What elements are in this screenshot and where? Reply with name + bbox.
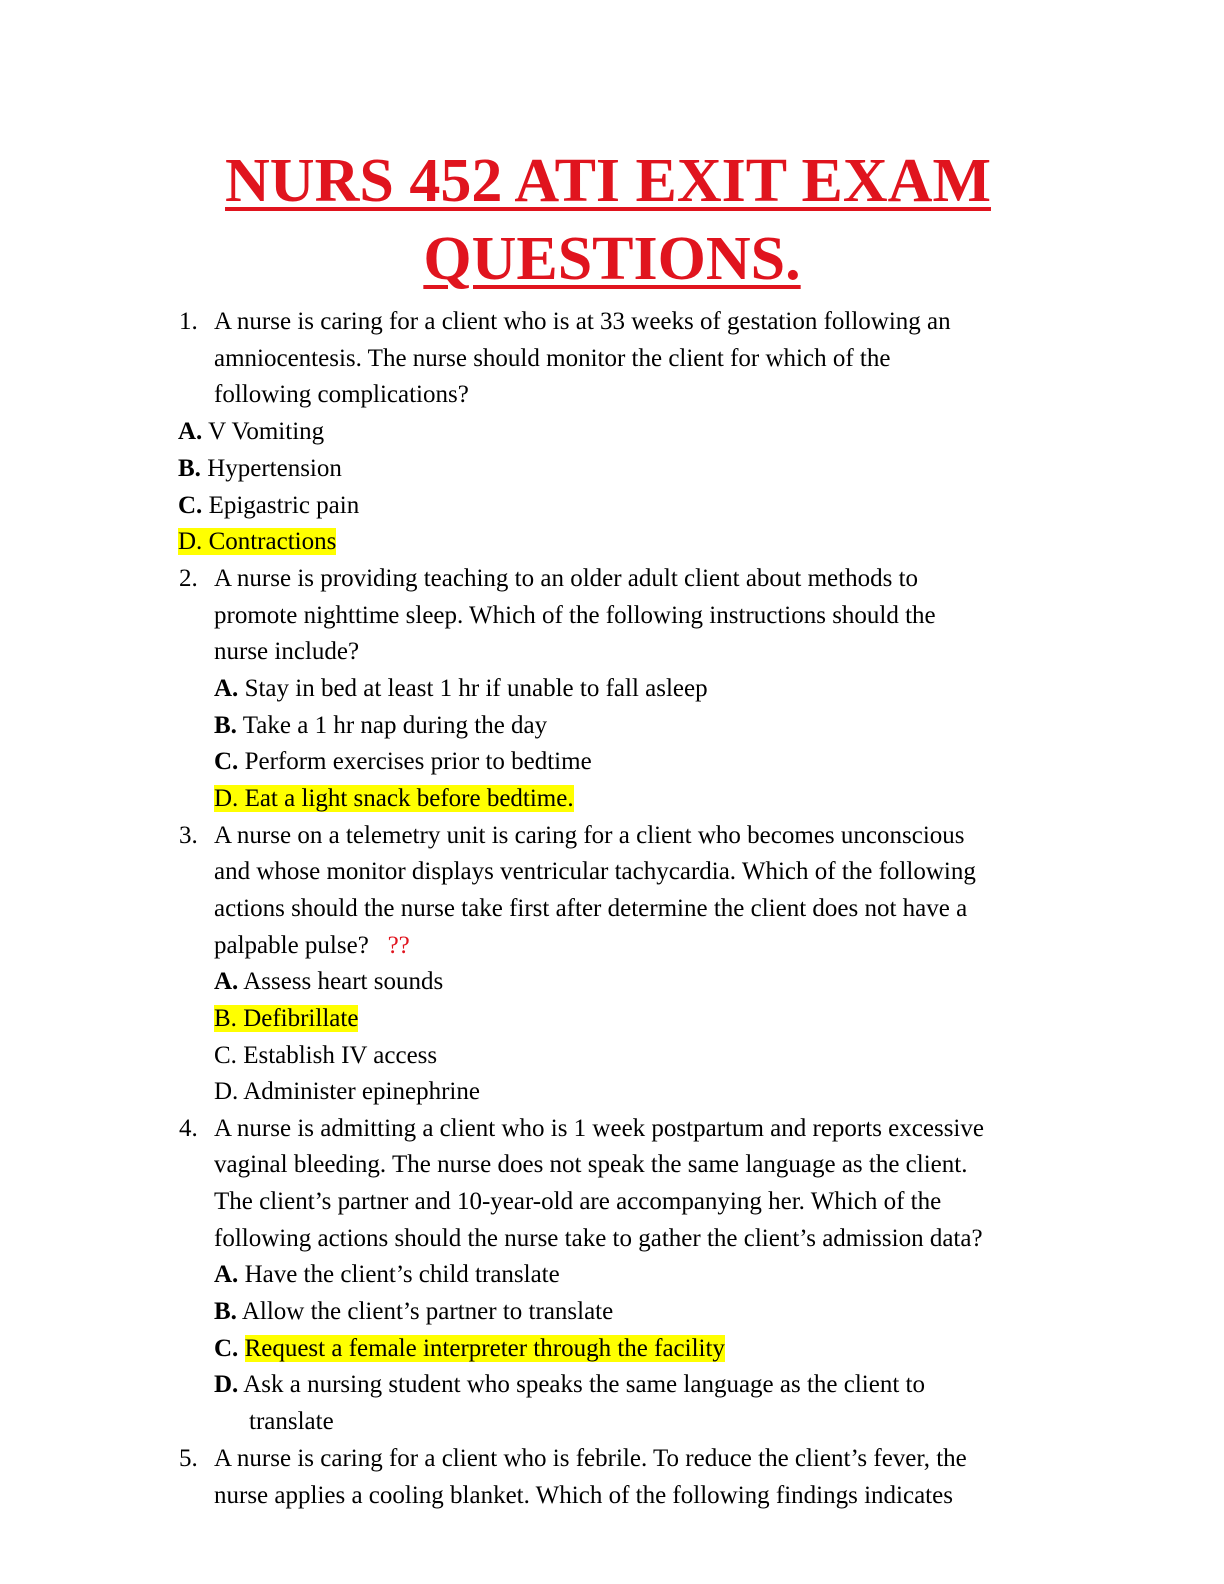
q3-number: 3. — [179, 822, 198, 849]
q5-text-line: nurse applies a cooling blanket. Which of the following findings indicates — [214, 1482, 953, 1509]
title-line-1: NURS 452 ATI EXIT EXAM — [225, 147, 991, 215]
q3-option-b: B. Defibrillate — [214, 1005, 359, 1032]
q2-option-a: A. Stay in bed at least 1 hr if unable to fall asleep — [214, 675, 708, 702]
q5-number: 5. — [179, 1445, 198, 1472]
q2-option-c: C. Perform exercises prior to bedtime — [214, 748, 592, 775]
q4-option-d-continuation: translate — [249, 1408, 334, 1435]
q4-option-b: B. Allow the client’s partner to translate — [214, 1298, 614, 1325]
q2-text-line: nurse include? — [214, 638, 360, 665]
q4-option-a: A. Have the client’s child translate — [214, 1261, 560, 1288]
q5-text-line: A nurse is caring for a client who is febrile. To reduce the client’s fever, the — [214, 1445, 967, 1472]
q2-option-b: B. Take a 1 hr nap during the day — [214, 712, 548, 739]
q1-text-line: A nurse is caring for a client who is at 33 weeks of gestation following an — [214, 308, 951, 335]
q1-number: 1. — [179, 308, 198, 335]
q2-text-line: promote nighttime sleep. Which of the following instructions should the — [214, 602, 936, 629]
q1-text-line: amniocentesis. The nurse should monitor the client for which of the — [214, 345, 891, 372]
q4-number: 4. — [179, 1115, 198, 1142]
q1-text-line: following complications? — [214, 381, 469, 408]
q4-option-c: C. Request a female interpreter through the facility — [214, 1335, 725, 1362]
title-line-2: QUESTIONS. — [423, 225, 801, 293]
q2-text-line: A nurse is providing teaching to an older adult client about methods to — [214, 565, 919, 592]
q3-option-c: C. Establish IV access — [214, 1042, 438, 1069]
question-mark-annotation: ?? — [387, 932, 410, 959]
q4-option-d: D. Ask a nursing student who speaks the same language as the client to — [214, 1371, 925, 1398]
q3-text-line: and whose monitor displays ventricular tachycardia. Which of the following — [214, 858, 976, 885]
q3-option-d: D. Administer epinephrine — [214, 1078, 480, 1105]
q1-option-a: A. V Vomiting — [178, 418, 325, 445]
q3-text-line: palpable pulse? ?? — [214, 932, 410, 959]
q2-number: 2. — [179, 565, 198, 592]
q4-text-line: following actions should the nurse take to gather the client’s admission data? — [214, 1225, 983, 1252]
q4-text-line: The client’s partner and 10-year-old are accompanying her. Which of the — [214, 1188, 942, 1215]
q1-option-d: D. Contractions — [178, 528, 337, 555]
q4-text-line: A nurse is admitting a client who is 1 week postpartum and reports excessive — [214, 1115, 984, 1142]
q1-option-c: C. Epigastric pain — [178, 492, 360, 519]
q4-text-line: vaginal bleeding. The nurse does not speak the same language as the client. — [214, 1151, 968, 1178]
q1-option-b: B. Hypertension — [178, 455, 342, 482]
q3-text-line: A nurse on a telemetry unit is caring for a client who becomes unconscious — [214, 822, 965, 849]
q2-option-d: D. Eat a light snack before bedtime. — [214, 785, 574, 812]
q3-option-a: A. Assess heart sounds — [214, 968, 444, 995]
q3-text-line: actions should the nurse take first after determine the client does not have a — [214, 895, 968, 922]
